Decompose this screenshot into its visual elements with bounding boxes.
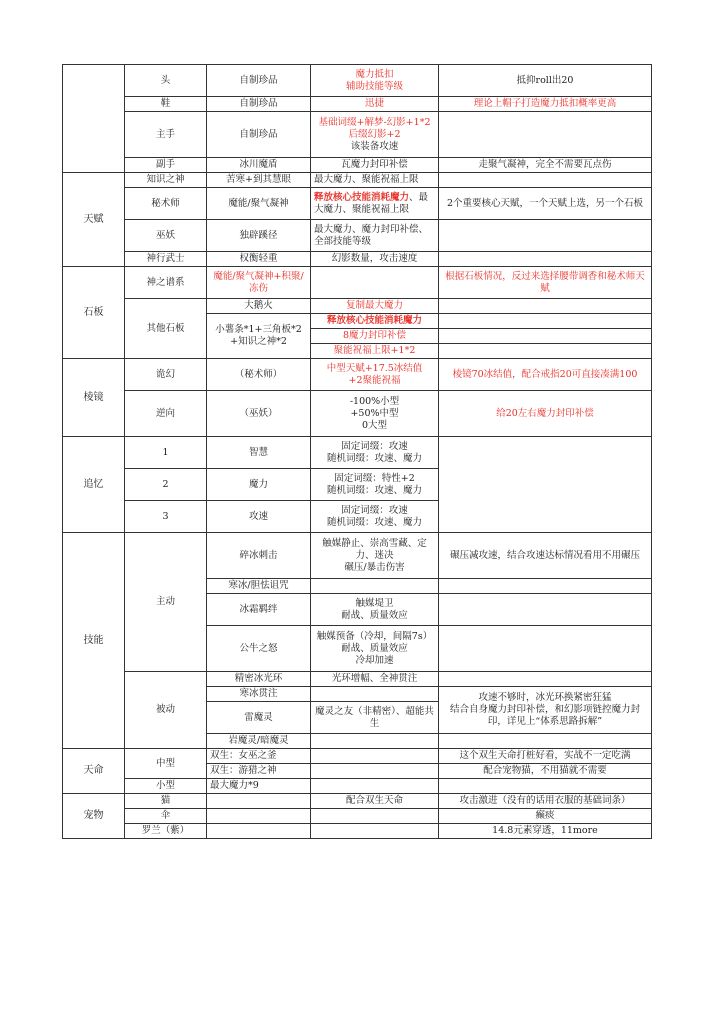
skill-note — [439, 626, 652, 672]
skill-effect: 触媒堤卫 耐战、质量效应 — [311, 594, 439, 626]
table-row — [63, 220, 652, 252]
slot-note — [439, 173, 652, 188]
table-row — [63, 794, 652, 809]
destiny-source: 双生：女巫之釜 — [207, 749, 311, 764]
pet-note: 14.8元素穿透，11more — [439, 824, 652, 839]
skill-name: 碎冰刺击 — [207, 533, 311, 579]
destiny-note: 配合宠物猫，不用猫就不需要 — [439, 764, 652, 779]
destiny-note — [439, 779, 652, 794]
slot-source: 冰川魔盾 — [207, 158, 311, 173]
table-row — [63, 112, 652, 158]
skill-name: 公牛之怒 — [207, 626, 311, 672]
destiny-note: 这个双生天命打桩好看，实战不一定吃满 — [439, 749, 652, 764]
slot-effect: 幻影数量，攻击速度 — [311, 252, 439, 267]
table-row — [63, 97, 652, 112]
pet-label: 罗兰（紫） — [125, 824, 207, 839]
skill-effect: 触媒静止、崇高雪藏、定力、迷决 碾压/暴击伤害 — [311, 533, 439, 579]
slot-source: 自制珍品 — [207, 97, 311, 112]
slot-note — [439, 220, 652, 252]
slot-effect: 魔力抵扣 辅助技能等级 — [311, 65, 439, 97]
destiny-source: 最大魔力*9 — [207, 779, 311, 794]
table-row — [63, 672, 652, 687]
slot-source: 自制珍品 — [207, 65, 311, 97]
slot-source: 小薯条*1+三角板*2+知识之神*2 — [207, 314, 311, 359]
skill-effect — [311, 734, 439, 749]
slot-note: 给20左右魔力封印补偿 — [439, 391, 652, 437]
slot-source: 权衡轻重 — [207, 252, 311, 267]
table-row — [63, 809, 652, 824]
slot-note — [439, 329, 652, 344]
slot-source: 攻速 — [207, 501, 311, 533]
slot-label: 3 — [125, 501, 207, 533]
table-row — [63, 299, 652, 314]
destiny-effect — [311, 749, 439, 764]
slot-effect: 8魔力封印补偿 — [311, 329, 439, 344]
slot-label: 主手 — [125, 112, 207, 158]
pet-label: 猫 — [125, 794, 207, 809]
skill-note: 碾压减攻速，结合攻速达标情况看用不用碾压 — [439, 533, 652, 579]
skill-group-active: 主动 — [125, 533, 207, 672]
slot-label: 知识之神 — [125, 173, 207, 188]
table-row — [63, 824, 652, 839]
slot-source: 魔能/聚气凝神+积聚/冻伤 — [207, 267, 311, 299]
skill-name: 精密冰光环 — [207, 672, 311, 687]
pet-effect — [311, 809, 439, 824]
category-talent: 天赋 — [63, 173, 125, 267]
slot-source: 自制珍品 — [207, 112, 311, 158]
pet-note: 攻击激进（没有的话用衣服的基础词条） — [439, 794, 652, 809]
skill-note — [439, 672, 652, 687]
slot-effect: 固定词缀：特性+2 随机词缀：攻速、魔力 — [311, 469, 439, 501]
slot-effect: 固定词缀：攻速 随机词缀：攻速、魔力 — [311, 501, 439, 533]
table-row — [63, 188, 652, 220]
table-row — [63, 359, 652, 391]
slot-source: 大鹅火 — [207, 299, 311, 314]
pet-label: 伞 — [125, 809, 207, 824]
build-table — [62, 64, 652, 839]
table-row — [63, 252, 652, 267]
slot-note: 理论上帽子打造魔力抵扣概率更高 — [439, 97, 652, 112]
table-row — [63, 779, 652, 794]
slot-source: 魔能/聚气凝神 — [207, 188, 311, 220]
slot-label: 鞋 — [125, 97, 207, 112]
slot-effect: 中型天赋+17.5冰结值 +2聚能祝福 — [311, 359, 439, 391]
table-row — [63, 267, 652, 299]
slot-label: 神行武士 — [125, 252, 207, 267]
skill-effect — [311, 687, 439, 702]
destiny-source: 双生：游猎之神 — [207, 764, 311, 779]
skill-note — [439, 594, 652, 626]
slot-label: 其他石板 — [125, 299, 207, 359]
table-row — [63, 173, 652, 188]
slot-effect: 迅捷 — [311, 97, 439, 112]
slot-effect: 瓦魔力封印补偿 — [311, 158, 439, 173]
skill-name: 寒冰贯注 — [207, 687, 311, 702]
slot-note — [439, 437, 652, 533]
pet-note: 癫痰 — [439, 809, 652, 824]
slot-source: 智慧 — [207, 437, 311, 469]
slot-label: 逆向 — [125, 391, 207, 437]
slot-label: 头 — [125, 65, 207, 97]
category-pet: 宠物 — [63, 794, 125, 839]
slot-label: 副手 — [125, 158, 207, 173]
slot-note: 走聚气凝神，完全不需要瓦点伤 — [439, 158, 652, 173]
table-row — [63, 437, 652, 469]
slot-note — [439, 299, 652, 314]
slot-source: 苦寒+到其慧眼 — [207, 173, 311, 188]
pet-source — [207, 794, 311, 809]
slot-effect: 聚能祝福上限+1*2 — [311, 344, 439, 359]
pet-source — [207, 809, 311, 824]
slot-effect: 固定词缀：攻速 随机词缀：攻速、魔力 — [311, 437, 439, 469]
slot-effect: 释放核心技能消耗魔力 — [311, 314, 439, 329]
table-row — [63, 158, 652, 173]
slot-note: 根据石板情况，反过来选择腰带调香和秘术师天赋 — [439, 267, 652, 299]
category-destiny: 天命 — [63, 749, 125, 794]
category-prism: 棱镜 — [63, 359, 125, 437]
skill-name: 雷魔灵 — [207, 702, 311, 734]
slot-effect: 最大魔力、聚能祝福上限 — [311, 173, 439, 188]
slot-note — [439, 252, 652, 267]
skill-effect: 光环增幅、全神贯注 — [311, 672, 439, 687]
slot-label: 神之谱系 — [125, 267, 207, 299]
destiny-size-small: 小型 — [125, 779, 207, 794]
slot-note: 2个重要核心天赋，一个天赋上选，另一个石板 — [439, 188, 652, 220]
destiny-size-medium: 中型 — [125, 749, 207, 779]
slot-label: 巫妖 — [125, 220, 207, 252]
effect-black-text: 、最大魔力、聚能祝福上限 — [314, 191, 429, 215]
skill-name: 冰霜羁绊 — [207, 594, 311, 626]
pet-effect: 配合双生天命 — [311, 794, 439, 809]
slot-note: 抵抑roll出20 — [439, 65, 652, 97]
slot-effect: 最大魔力、魔力封印补偿、全部技能等级 — [311, 220, 439, 252]
slot-label: 秘术师 — [125, 188, 207, 220]
slot-note — [439, 344, 652, 359]
skill-note — [439, 734, 652, 749]
destiny-effect — [311, 764, 439, 779]
slot-source: （巫妖） — [207, 391, 311, 437]
slot-label: 2 — [125, 469, 207, 501]
category-skills: 技能 — [63, 533, 125, 749]
slot-note — [439, 112, 652, 158]
table-row — [63, 391, 652, 437]
effect-red-text: 基础词缀+解梦-幻影+1*2 后缀幻影+2 — [318, 116, 431, 140]
slot-note: 棱镜70冰结值，配合戒指20可直接凑满100 — [439, 359, 652, 391]
pet-effect — [311, 824, 439, 839]
category-memory: 追忆 — [63, 437, 125, 533]
gear-category-cell — [63, 65, 125, 173]
destiny-effect — [311, 779, 439, 794]
table-row — [63, 533, 652, 579]
slot-source: 独辟蹊径 — [207, 220, 311, 252]
skill-name: 寒冰/胆怯诅咒 — [207, 579, 311, 594]
skill-passive-note: 攻速不够时，冰光环换紧密狂猛 结合自身魔力封印补偿，和幻影项链控魔力封印，详见上“体系思路拆解” — [439, 687, 652, 734]
table-row — [63, 749, 652, 764]
slot-effect: -100%小型 +50%中型 0大型 — [311, 391, 439, 437]
skill-effect: 魔灵之友（非精密）、超能共生 — [311, 702, 439, 734]
slot-effect: 复制最大魔力 — [311, 299, 439, 314]
table-row — [63, 65, 652, 97]
slot-note — [439, 314, 652, 329]
slot-label: 诡幻 — [125, 359, 207, 391]
slot-effect — [311, 112, 439, 158]
slot-label: 1 — [125, 437, 207, 469]
category-slate: 石板 — [63, 267, 125, 359]
slot-effect — [311, 188, 439, 220]
skill-note — [439, 579, 652, 594]
slot-source: （秘术师） — [207, 359, 311, 391]
effect-black-text: 该装备攻速 — [350, 140, 399, 152]
effect-red-text: 释放核心技能消耗魔力 — [314, 191, 410, 203]
skill-name: 岩魔灵/暗魔灵 — [207, 734, 311, 749]
skill-effect — [311, 579, 439, 594]
slot-source: 魔力 — [207, 469, 311, 501]
skill-group-passive: 被动 — [125, 672, 207, 749]
slot-effect — [311, 267, 439, 299]
skill-effect: 触媒预备（冷却，间隔7s） 耐战、质量效应 冷却加速 — [311, 626, 439, 672]
pet-source — [207, 824, 311, 839]
